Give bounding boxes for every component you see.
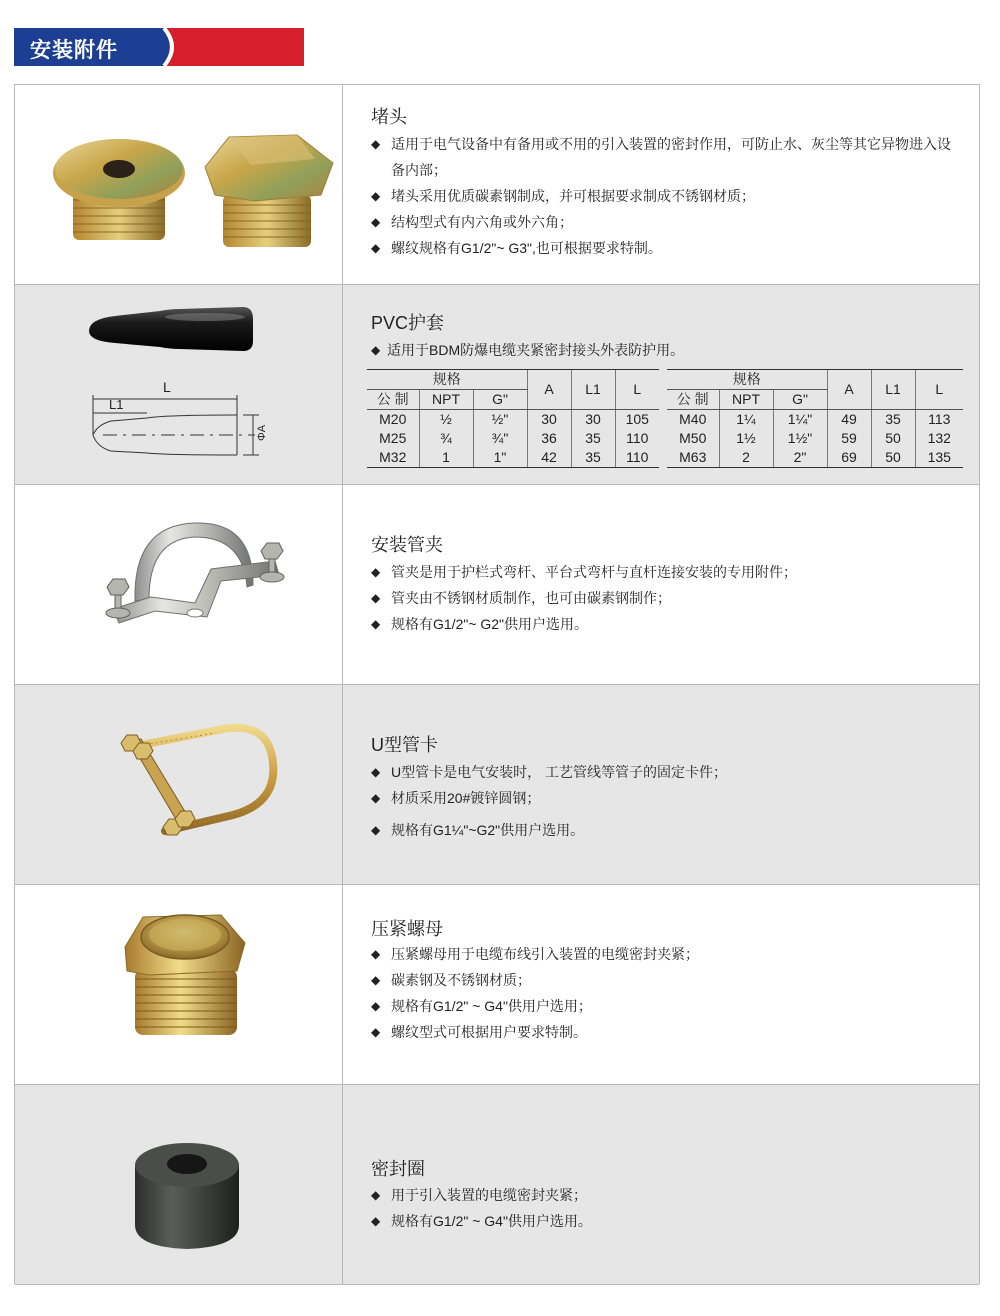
product-bullets — [371, 1182, 951, 1234]
table-col-l1: L1 — [871, 370, 915, 410]
product-row-pvc-sleeve — [15, 285, 979, 485]
table-row — [367, 410, 659, 430]
table-cell: M50 — [667, 429, 719, 448]
table-cell: 1½" — [773, 429, 827, 448]
bullet-item: ◆ 管夹是用于护栏式弯杆、平台式弯杆与直杆连接安装的专用附件； — [371, 559, 951, 585]
product-image-cell — [15, 285, 343, 484]
product-title: 密封圈 — [371, 1159, 425, 1179]
table-group-header: 规格 — [667, 370, 827, 390]
compression-nut-image — [15, 885, 343, 1085]
diagram-label-phi-a: ΦA — [256, 424, 268, 441]
product-text-cell — [371, 485, 971, 684]
table-cell: 1½ — [719, 429, 773, 448]
bullet-item: ◆ 规格有G1¼"~G2"供用户选用。 — [371, 817, 951, 843]
pipe-clamp-image — [15, 485, 343, 685]
table-col-l: L — [915, 370, 963, 410]
product-bullets — [371, 337, 951, 363]
product-row-u-bolt — [15, 685, 979, 885]
product-text-cell — [371, 1085, 971, 1284]
table-cell: 36 — [527, 429, 571, 448]
table-cell: ¾" — [473, 429, 527, 448]
table-cell: 50 — [871, 448, 915, 468]
table-col-g: G" — [773, 390, 827, 410]
table-row — [667, 448, 963, 468]
table-cell: 30 — [571, 410, 615, 430]
table-cell: 35 — [571, 448, 615, 468]
pvc-sleeve-image — [15, 285, 343, 485]
product-bullets — [371, 759, 951, 843]
header-title: 安装附件 — [30, 39, 118, 62]
table-cell: ½ — [419, 410, 473, 430]
table-cell: 1¼ — [719, 410, 773, 430]
table-col-metric: 公 制 — [667, 390, 719, 410]
table-cell: 1" — [473, 448, 527, 468]
table-cell: 50 — [871, 429, 915, 448]
table-col-npt: NPT — [719, 390, 773, 410]
product-title: PVC护套 — [371, 313, 445, 333]
section-header — [14, 28, 304, 66]
bullet-item: ◆ U型管卡是电气安装时， 工艺管线等管子的固定卡件； — [371, 759, 951, 785]
table-col-a: A — [827, 370, 871, 410]
table-cell: 1 — [419, 448, 473, 468]
product-title: 安装管夹 — [371, 535, 443, 555]
table-cell: 42 — [527, 448, 571, 468]
bullet-item: ◆ 螺纹型式可根据用户要求特制。 — [371, 1019, 951, 1045]
table-row — [367, 448, 659, 468]
seal-ring-image — [15, 1085, 343, 1285]
table-cell: M20 — [367, 410, 419, 430]
table-cell: 2" — [773, 448, 827, 468]
table-cell: 59 — [827, 429, 871, 448]
diagram-label-l1: L1 — [109, 397, 124, 412]
table-row — [667, 429, 963, 448]
product-row-plug — [15, 85, 979, 285]
product-bullets — [371, 559, 951, 637]
spec-table-left — [367, 369, 659, 468]
diagram-label-l: L — [163, 379, 171, 395]
table-cell: 132 — [927, 430, 951, 446]
bullet-item: ◆ 结构型式有内六角或外六角； — [371, 209, 951, 235]
product-image-cell — [15, 85, 343, 284]
bullet-item: ◆ 用于引入装置的电缆密封夹紧； — [371, 1182, 951, 1208]
product-title: U型管卡 — [371, 735, 438, 755]
table-col-g: G" — [473, 390, 527, 410]
table-row — [667, 410, 963, 430]
table-cell: M32 — [367, 448, 419, 468]
bullet-item: ◆ 堵头采用优质碳素钢制成，并可根据要求制成不锈钢材质； — [371, 183, 951, 209]
product-text-cell — [371, 85, 971, 284]
table-cell: ½" — [473, 410, 527, 430]
product-bullets — [371, 131, 951, 261]
plug-image — [15, 85, 343, 285]
u-bolt-image — [15, 685, 343, 885]
table-cell: M25 — [367, 429, 419, 448]
table-col-npt: NPT — [419, 390, 473, 410]
table-cell: 135 — [915, 448, 963, 468]
product-text-cell — [371, 885, 971, 1084]
table-cell: 30 — [527, 410, 571, 430]
bullet-item: ◆ 管夹由不锈钢材质制作，也可由碳素钢制作； — [371, 585, 951, 611]
table-cell: 105 — [625, 411, 649, 427]
product-image-cell — [15, 485, 343, 684]
table-cell: 35 — [571, 429, 615, 448]
bullet-item: ◆ 螺纹规格有G1/2"~ G3",也可根据要求特制。 — [371, 235, 951, 261]
table-cell: M63 — [667, 448, 719, 468]
product-title: 堵头 — [371, 107, 407, 127]
table-col-a: A — [527, 370, 571, 410]
bullet-item: ◆ 材质采用20#镀锌圆钢； — [371, 785, 951, 811]
accessories-grid — [14, 84, 980, 1284]
product-image-cell — [15, 685, 343, 884]
table-col-l: L — [615, 370, 659, 410]
product-row-pipe-clamp — [15, 485, 979, 685]
bullet-item: ◆ 适用于BDM防爆电缆夹紧密封接头外表防护用。 — [371, 337, 951, 363]
table-col-metric: 公 制 — [367, 390, 419, 410]
product-text-cell — [371, 685, 971, 884]
bullet-item: ◆ 适用于电气设备中有备用或不用的引入装置的密封作用，可防止水、灰尘等其它异物进入设备内部； — [371, 131, 951, 183]
product-image-cell — [15, 1085, 343, 1284]
bullet-item: ◆ 压紧螺母用于电缆布线引入装置的电缆密封夹紧； — [371, 941, 951, 967]
table-cell: M40 — [667, 410, 719, 430]
table-cell: 110 — [626, 430, 649, 446]
table-cell: 113 — [928, 411, 951, 427]
table-cell: 35 — [871, 410, 915, 430]
table-cell: 110 — [615, 448, 659, 468]
product-row-seal-ring — [15, 1085, 979, 1285]
product-title: 压紧螺母 — [371, 919, 443, 939]
table-col-l1: L1 — [571, 370, 615, 410]
product-text-cell — [371, 285, 971, 484]
table-row — [367, 429, 659, 448]
table-cell: 69 — [827, 448, 871, 468]
product-bullets — [371, 941, 951, 1045]
table-cell: 49 — [827, 410, 871, 430]
bullet-item: ◆ 规格有G1/2" ~ G4"供用户选用； — [371, 993, 951, 1019]
table-cell: 1¼" — [773, 410, 827, 430]
bullet-item: ◆ 规格有G1/2" ~ G4"供用户选用。 — [371, 1208, 951, 1234]
table-cell: ¾ — [419, 429, 473, 448]
bullet-item: ◆ 碳素钢及不锈钢材质； — [371, 967, 951, 993]
product-image-cell — [15, 885, 343, 1084]
table-group-header: 规格 — [367, 370, 527, 390]
spec-table-right — [667, 369, 963, 468]
bullet-item: ◆ 规格有G1/2"~ G2"供用户选用。 — [371, 611, 951, 637]
table-cell: 2 — [719, 448, 773, 468]
product-row-compression-nut — [15, 885, 979, 1085]
